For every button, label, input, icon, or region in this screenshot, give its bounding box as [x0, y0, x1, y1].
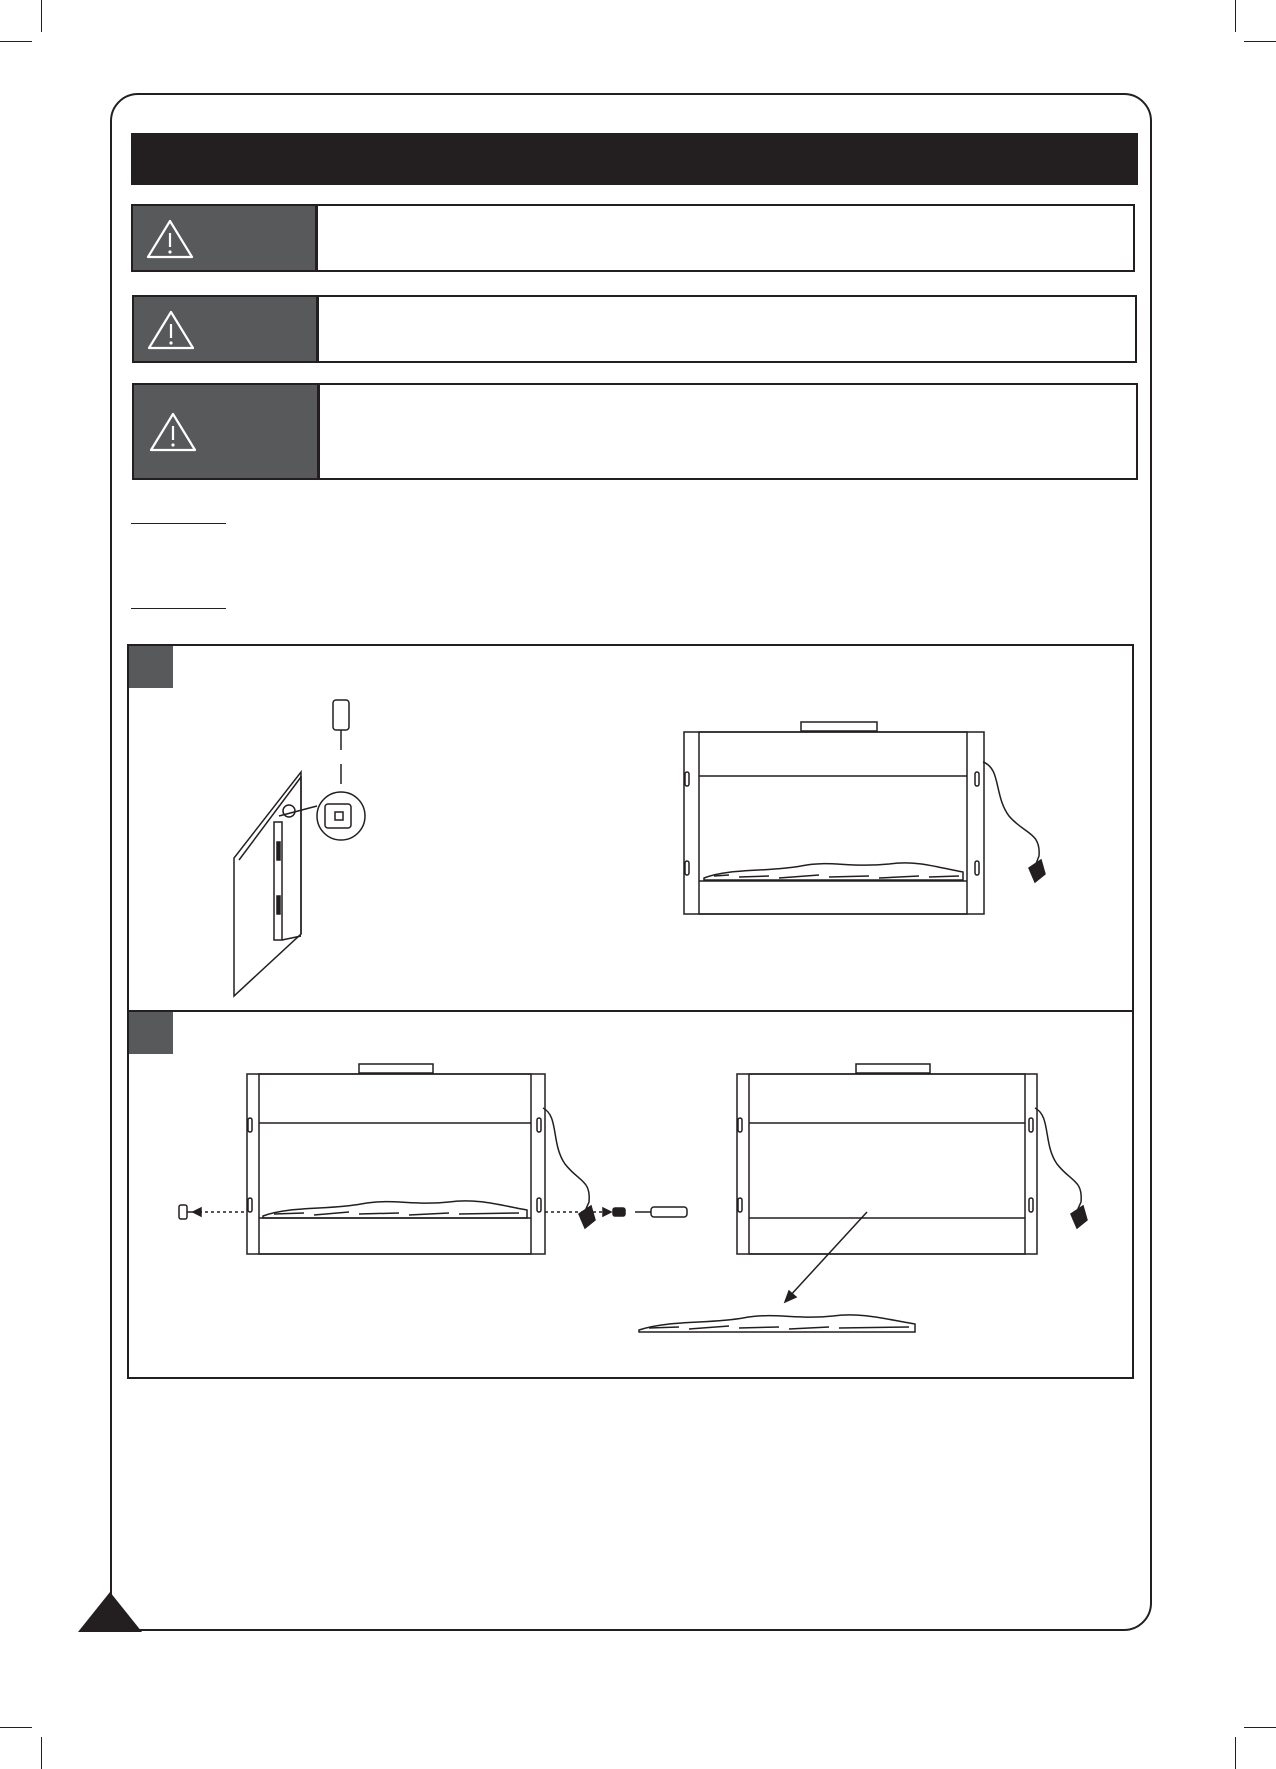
warning-box: [132, 295, 1137, 363]
crop-mark: [1235, 0, 1236, 32]
crop-mark: [41, 1737, 42, 1769]
step-panel: [127, 644, 1134, 1012]
remove-side-panel-screw-figure: [129, 646, 1132, 1010]
note-heading-underline: [131, 523, 226, 524]
warning-triangle-icon: [146, 309, 196, 351]
warning-text: [334, 297, 1125, 361]
warning-badge: [134, 297, 319, 361]
crop-mark: [0, 41, 32, 42]
warning-triangle-icon: [148, 411, 198, 453]
crop-mark: [1244, 41, 1276, 42]
crop-mark: [0, 1727, 32, 1728]
warning-badge: [134, 385, 320, 478]
crop-mark: [1244, 1727, 1276, 1728]
crop-mark: [41, 0, 42, 32]
warning-box: [132, 383, 1138, 480]
section-title-bar: [131, 133, 1138, 185]
page-corner-triangle: [78, 1592, 142, 1632]
step-panel: [127, 1010, 1134, 1379]
warning-triangle-icon: [145, 218, 195, 260]
warning-badge: [133, 206, 318, 270]
warning-text: [333, 206, 1123, 270]
remove-log-set-figure: [129, 1012, 1132, 1377]
note-heading-underline: [131, 608, 226, 609]
warning-text: [334, 385, 1126, 478]
crop-mark: [1235, 1737, 1236, 1769]
warning-box: [131, 204, 1135, 272]
